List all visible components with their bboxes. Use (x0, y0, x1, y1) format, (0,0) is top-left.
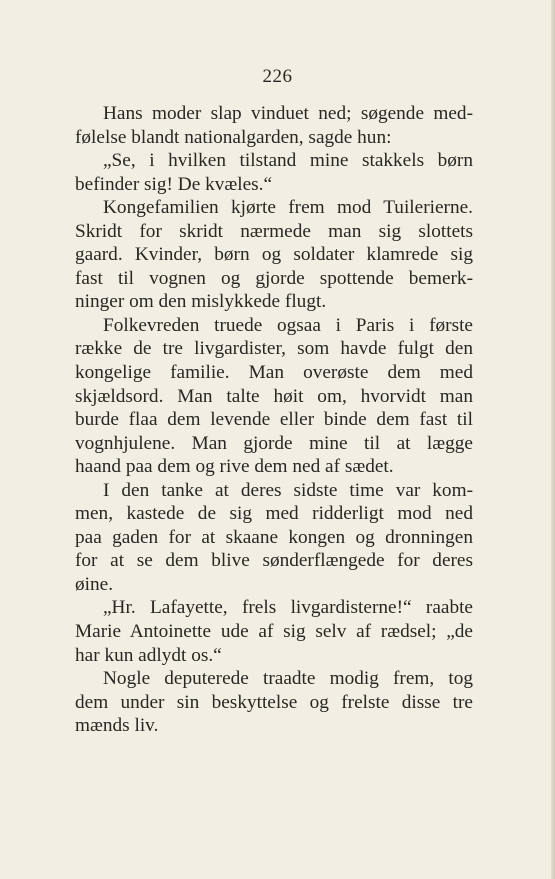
text-line: dem under sin beskyttelse og frelste disse tre (75, 691, 473, 713)
text-line: Kongefamilien kjørte frem mod Tuilerierne. (103, 197, 473, 219)
text-line: vognhjulene. Man gjorde mine til at lægge (75, 432, 473, 454)
text-line: skjældsord. Man talte høit om, hvorvidt man (75, 385, 473, 407)
page-edge (551, 0, 555, 879)
text-line: kongelige familie. Man overøste dem med (75, 362, 473, 384)
text-line: Nogle deputerede traadte modig frem, tog (103, 668, 473, 690)
body-text (75, 102, 473, 738)
text-line: øine. (75, 573, 114, 595)
text-line: for at se dem blive sønderflængede for deres (75, 550, 473, 572)
text-line: men, kastede de sig med ridderligt mod ned (75, 503, 473, 525)
text-line: Skridt for skridt nærmede man sig slottets (75, 220, 473, 242)
page-number: 226 (262, 66, 293, 87)
text-line: befinder sig! De kvæles.“ (75, 173, 273, 195)
text-line: burde flaa dem levende eller binde dem fast til (75, 409, 473, 431)
text-line: Folkevreden truede ogsaa i Paris i første (103, 314, 473, 336)
text-line: paa gaden for at skaane kongen og dronningen (75, 526, 473, 548)
text-line: haand paa dem og rive dem ned af sædet. (75, 456, 394, 478)
text-line: Marie Antoinette ude af sig selv af rædsel; „de (75, 621, 473, 643)
text-line: „Se, i hvilken tilstand mine stakkels børn (103, 150, 473, 172)
text-line: mænds liv. (75, 715, 159, 737)
text-line: følelse blandt nationalgarden, sagde hun: (75, 126, 392, 148)
text-line: har kun adlydt os.“ (75, 644, 222, 666)
text-line: „Hr. Lafayette, frels livgardisterne!“ raabte (103, 597, 473, 619)
text-line: I den tanke at deres sidste time var kom- (103, 479, 473, 501)
text-line: ninger om den mislykkede flugt. (75, 291, 327, 313)
text-line: gaard. Kvinder, børn og soldater klamrede sig (75, 244, 473, 266)
text-line: fast til vognen og gjorde spottende bemerk- (75, 267, 473, 289)
text-line: række de tre livgardister, som havde fulgt den (75, 338, 473, 360)
text-line: Hans moder slap vinduet ned; søgende med- (103, 103, 473, 124)
